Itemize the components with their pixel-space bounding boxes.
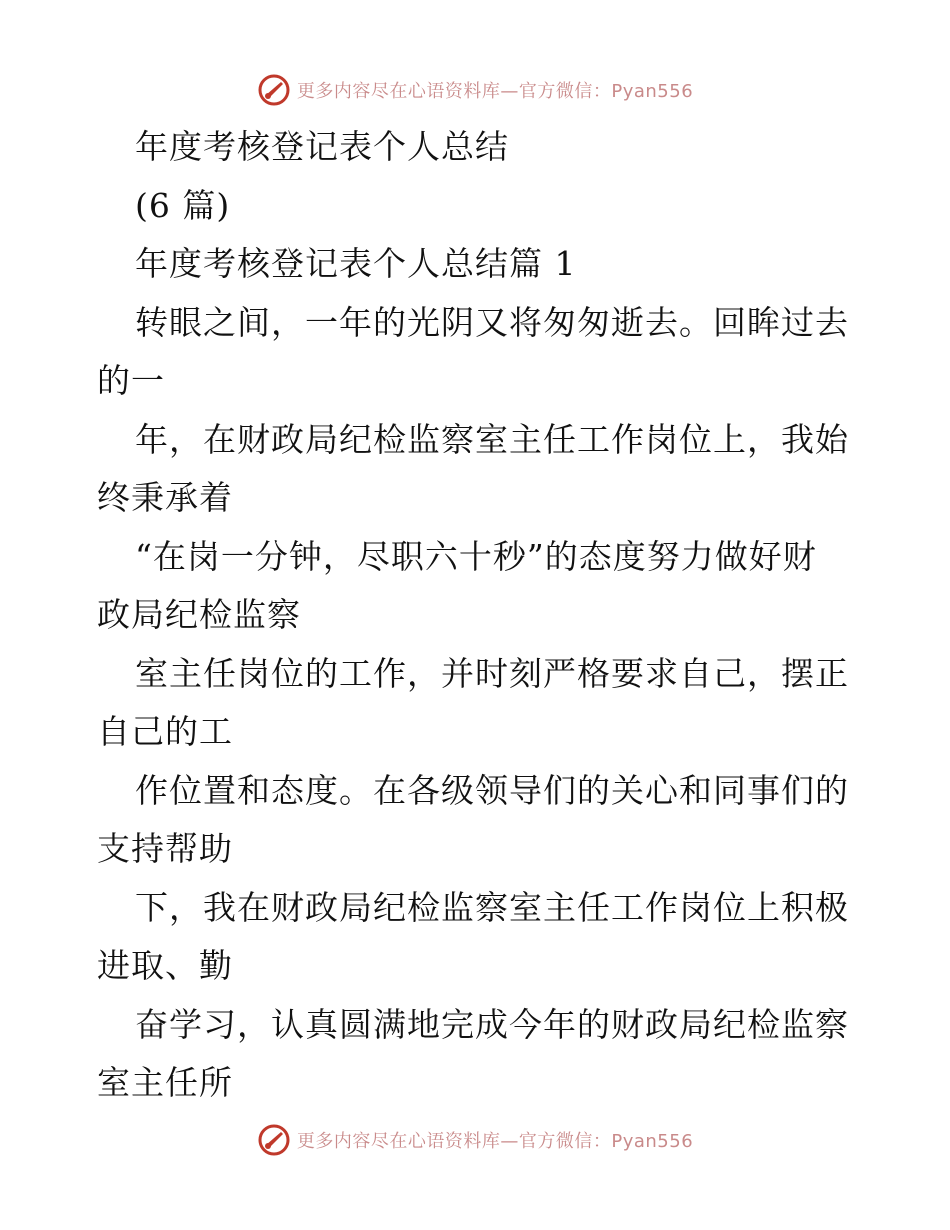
paragraph-line: 作位置和态度。在各级领导们的关心和同事们的 [135, 770, 849, 810]
stamp-logo-icon [257, 1123, 291, 1157]
section-title: 年度考核登记表个人总结篇 1 [135, 244, 577, 283]
stamp-logo-icon [257, 73, 291, 107]
paragraph-line: 奋学习，认真圆满地完成今年的财政局纪检监察 [135, 1004, 849, 1044]
footer-banner [0, 1120, 950, 1160]
paragraph-line: 室主任所 [97, 1063, 233, 1102]
document-title: 年度考核登记表个人总结 [135, 127, 509, 166]
paragraph-line: 年，在财政局纪检监察室主任工作岗位上，我始 [135, 419, 849, 459]
paragraph-line: 终秉承着 [97, 478, 233, 517]
paragraph-line: 自己的工 [97, 712, 233, 751]
header-banner-text: 更多内容尽在心语资料库—官方微信：Pyan556 [296, 81, 694, 102]
header-banner [0, 70, 950, 110]
paragraph-line: 转眼之间，一年的光阴又将匆匆逝去。回眸过去 [135, 302, 849, 342]
paragraph-line: 支持帮助 [97, 829, 233, 868]
footer-banner-text: 更多内容尽在心语资料库—官方微信：Pyan556 [296, 1131, 694, 1152]
paragraph-line: 室主任岗位的工作，并时刻严格要求自己，摆正 [135, 653, 849, 693]
paragraph-line: “在岗一分钟，尽职六十秒”的态度努力做好财 [135, 536, 817, 576]
paragraph-line: 的一 [97, 361, 165, 400]
document-body [97, 118, 857, 1113]
paragraph-line: 政局纪检监察 [97, 595, 301, 634]
paragraph-line: 进取、勤 [97, 946, 233, 985]
paragraph-line: 下，我在财政局纪检监察室主任工作岗位上积极 [135, 887, 849, 927]
document-subtitle: (6 篇) [135, 185, 231, 225]
